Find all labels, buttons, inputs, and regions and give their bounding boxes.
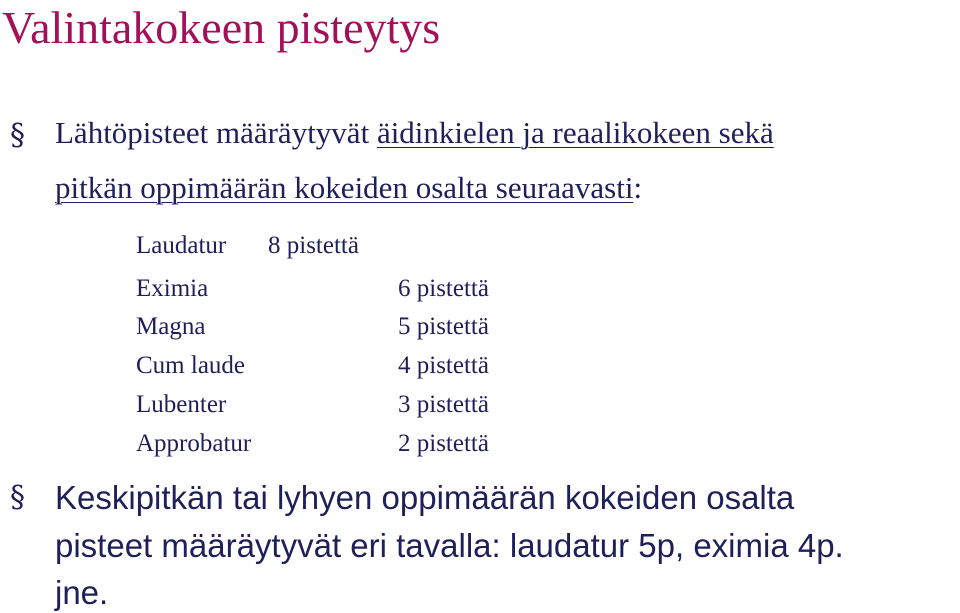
bullet-1-text: Lähtöpisteet määräytyvät	[55, 115, 377, 150]
bullet-1-line-1	[55, 115, 774, 151]
grade-name: Eximia	[136, 275, 209, 302]
grade-points: 2 pistettä	[398, 430, 489, 457]
grade-points: 6 pistettä	[398, 275, 489, 302]
bullet-icon: §	[10, 480, 25, 515]
bullet-2-line-2: pisteet määräytyvät eri tavalla: laudatur 5p, eximia 4p.	[55, 527, 844, 564]
page-title: Valintakokeen pisteytys	[2, 2, 441, 53]
grade-points: 5 pistettä	[398, 313, 489, 340]
grade-points: 3 pistettä	[398, 391, 489, 418]
grade-points: 4 pistettä	[398, 352, 489, 379]
grade-name: Laudatur	[136, 232, 227, 259]
bullet-1-underlined-text: äidinkielen ja reaalikokeen sekä	[376, 115, 774, 150]
grade-name: Cum laude	[136, 352, 246, 379]
bullet-icon: §	[10, 118, 25, 153]
bullet-2-line-1: Keskipitkän tai lyhyen oppimäärän kokeiden osalta	[55, 479, 795, 516]
grade-name: Approbatur	[136, 430, 252, 457]
grade-points: 8 pistettä	[268, 232, 359, 259]
bullet-1-underlined-text-2: pitkän oppimäärän kokeiden osalta seuraavasti	[55, 170, 634, 205]
bullet-2-line-3: jne.	[55, 574, 109, 611]
grade-name: Lubenter	[136, 391, 227, 418]
grade-name: Magna	[136, 313, 206, 340]
bullet-1-colon: :	[633, 170, 643, 205]
bullet-1-line-2	[55, 170, 642, 206]
